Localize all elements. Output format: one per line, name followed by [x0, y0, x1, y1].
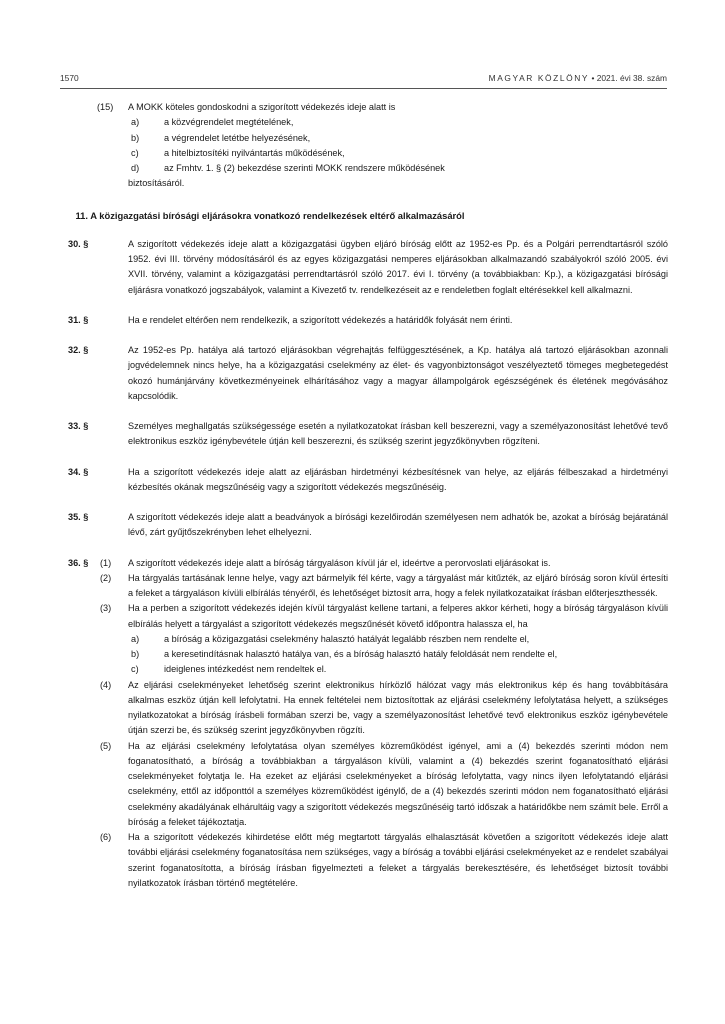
section-text: A szigorított védekezés ideje alatt a közigazgatási ügyben eljáró bíróság előtt az 1952-es Pp. és a Polgári perrendtartásról szóló 1952. évi III. törvény módosításáról és az egyes közigazgatási nemperes eljárásokban alkalmazandó szabályokról szóló 2005. évi XVII. törvény, valamint a közigazgatási perrendtartásról szóló 2017. évi I. törvény (a továbbiakban: Kp.), a közigazgatási bírósági eljárásra vonatkozó jogszabályok, valamint a Kivezető tv. rendelkezéseit az e rendeletben foglalt eltérésekkel kell alkalmazni. [128, 238, 668, 295]
item-text: ideiglenes intézkedést nem rendeltek el. [164, 664, 327, 675]
paragraph-number: (3) [100, 603, 112, 614]
list-item [128, 662, 668, 677]
section-number: 30. § [68, 238, 89, 249]
section-number: 31. § [68, 314, 89, 325]
section-heading: 11. A közigazgatási bírósági eljárásokra vonatkozó rendelkezések eltérő alkalmazásáról [75, 209, 465, 221]
item-text: az Fmhtv. 1. § (2) bekezdése szerinti MOKK rendszere működésének [164, 163, 445, 173]
paragraph-text: Ha tárgyalás tartásának lenne helye, vagy azt bármelyik fél kérte, vagy a tárgyalást már kitűzték, az eljáró bíróság soron kívül értesíti a feleket a tárgyaláson kívüli elbírálás tényéről, és lehetőséget biztosít arra, hogy a felek nyilatkozataikat írásban előterjeszthessék. [128, 572, 668, 598]
list-item [128, 146, 668, 161]
section-32 [68, 343, 668, 404]
section-31 [68, 313, 668, 328]
paragraph-number: (2) [100, 572, 112, 583]
item-label: d) [131, 163, 140, 173]
issue-number: 2021. évi 38. szám [596, 73, 667, 83]
item-text: a bíróság a közigazgatási cselekmény halasztó hatályát legalább részben nem rendelte el, [164, 633, 530, 644]
paragraph-tail: biztosításáról. [128, 178, 185, 189]
paragraph-text: A szigorított védekezés ideje alatt a bíróság tárgyaláson kívül jár el, ideértve a perorvoslati eljárásokat is. [128, 557, 551, 568]
subsection-4 [100, 678, 668, 739]
list-item [128, 647, 668, 662]
item-label: a) [131, 633, 140, 644]
section-text: Személyes meghallgatás szükségessége esetén a nyilatkozatokat írásban kell beszerezni, vagy a személyazonosítást lehetővé tevő elektronikus eszköz igénybevétele útján kell beszerezni, és szükség szerint jegyzőkönyvben rögzíteni. [128, 421, 668, 447]
paragraph-number: (5) [100, 740, 112, 751]
item-label: b) [131, 132, 140, 143]
journal-title-line [489, 73, 667, 83]
list-item [128, 131, 668, 146]
page-number: 1570 [60, 73, 79, 83]
header-rule [60, 88, 667, 89]
section-number: 32. § [68, 345, 89, 355]
section-number: 36. § [68, 557, 89, 568]
list-item [128, 632, 668, 647]
item-label: a) [131, 117, 140, 128]
subsection-3 [100, 601, 668, 632]
paragraph-text: Ha a perben a szigorított védekezés idején kívül tárgyalást kellene tartani, a felperes akkor kérheti, hogy a bíróság tárgyaláson kívüli elbírálás helyett a tárgyalást a szigorított védekezés megszűnését követő időpontra halassza el, ha [128, 603, 668, 629]
item-text: a hitelbiztosítéki nyilvántartás működésének, [164, 147, 345, 158]
section-33 [68, 419, 668, 450]
paragraph-15 [97, 100, 668, 192]
subsection-1 [100, 556, 668, 571]
section-number: 33. § [68, 421, 89, 431]
section-text: Ha a szigorított védekezés ideje alatt az eljárásban hirdetményi kézbesítésnek van helye, az eljárás félbeszakad a hirdetményi kézbesítés okának megszűnéséig vagy a szigorított védekezés megszűnéséig. [128, 466, 668, 492]
running-header [60, 73, 667, 87]
item-label: c) [131, 664, 139, 675]
section-number: 35. § [68, 512, 89, 522]
paragraph-text: Az eljárási cselekményeket lehetőség szerint elektronikus hírközlő hálózat vagy más elektronikus kép és hang továbbítására alkalmas eszköz útján kell lefolytatni. Ha ennek feltételei nem biztosítottak az eljárási cselekmény lefolytatása helyett, a szükséges nyilatkozatokat a bíróság írásbeli formában szerzi be, vagy a személyazonosítást lehetővé tevő elektronikus eszköz igénybevétele útján szerzi be, és szükség szerint jegyzőkönyvben rögzíti. [128, 679, 668, 736]
subsection-5 [100, 739, 668, 831]
paragraph-text: Ha az eljárási cselekmény lefolytatása olyan személyes közreműködést igényel, ami a (4) bekezdés szerinti módon nem foganatosítható, a bíróság a továbbiakban a tárgyaláson kívüli, valamint a (4) bekezdés szerint foganatosítható eljárási cselekményeket folytatja le. Ha ezeket az eljárási cselekményeket a bíróság lefolytatta, vagy nincs ilyen lefolytatandó eljárási cselekmény, ettől az időponttól a személyes közreműködést igénylő, de a (4) bekezdés szerinti módon nem foganatosítható eljárási cselekmény akadályának elhárultáig vagy a szigorított védekezés megszűnéséig tartó időszak a határidőkbe nem számít bele. Erről a bíróság a feleket tájékoztatja. [128, 740, 668, 827]
section-34 [68, 465, 668, 496]
paragraph-number: (4) [100, 679, 112, 690]
section-35 [68, 510, 668, 541]
paragraph-number: (1) [100, 557, 112, 568]
item-label: b) [131, 649, 140, 659]
item-text: a keresetindításnak halasztó hatálya van, és a bíróság halasztó hatály feloldását nem rendelte el, [164, 649, 558, 659]
section-text: Az 1952-es Pp. hatálya alá tartozó eljárásokban végrehajtás felfüggesztésének, a Kp. hatálya alá tartozó eljárásokban azonnali jogvédelemnek nincs helye, ha a közigazgatási cselekmény az élet- és vagyonbiztonságot veszélyeztető tömeges megbetegedést okozó humánjárvány következményeinek elhárításához vagy a magyar állampolgárok egészségének és életének megóvásához kapcsolódik. [128, 345, 668, 401]
paragraph-text: Ha a szigorított védekezés kihirdetése előtt még megtartott tárgyalás elhalasztását követően a szigorított védekezés ideje alatt további eljárási cselekmény foganatosítása nem szükséges, vagy a bíróság a további eljárási cselekményeket az e rendelet szabályai szerint foganatosította, a bíróság írásban figyelmezteti a feleket a tárgyalás berekesztésére, és lehetőséget biztosít további nyilatkozatok írásban történő megtételére. [128, 832, 668, 888]
paragraph-number: (15) [97, 102, 114, 112]
subsection-2 [100, 571, 668, 602]
item-label: c) [131, 147, 139, 158]
header-separator: • [591, 73, 595, 83]
section-number: 34. § [68, 466, 89, 477]
section-text: Ha e rendelet eltérően nem rendelkezik, a szigorított védekezés a határidők folyását nem érinti. [128, 314, 513, 325]
list-item [128, 115, 668, 130]
subsection-6 [100, 830, 668, 891]
paragraph-number: (6) [100, 832, 112, 842]
journal-name: MAGYAR KÖZLÖNY [488, 73, 590, 83]
item-text: a végrendelet letétbe helyezésének, [164, 132, 311, 143]
paragraph-text: A MOKK köteles gondoskodni a szigorított védekezés ideje alatt is [128, 102, 396, 112]
page-body [0, 100, 725, 891]
item-text: a közvégrendelet megtételének, [164, 117, 294, 128]
section-text: A szigorított védekezés ideje alatt a beadványok a bírósági kezelőirodán személyesen nem adhatók be, azokat a bíróság bejáratánál lévő, zárt gyűjtőszekrényben lehet elhelyezni. [128, 512, 668, 538]
section-36 [68, 556, 668, 892]
section-30 [68, 237, 668, 298]
list-item [128, 161, 668, 176]
